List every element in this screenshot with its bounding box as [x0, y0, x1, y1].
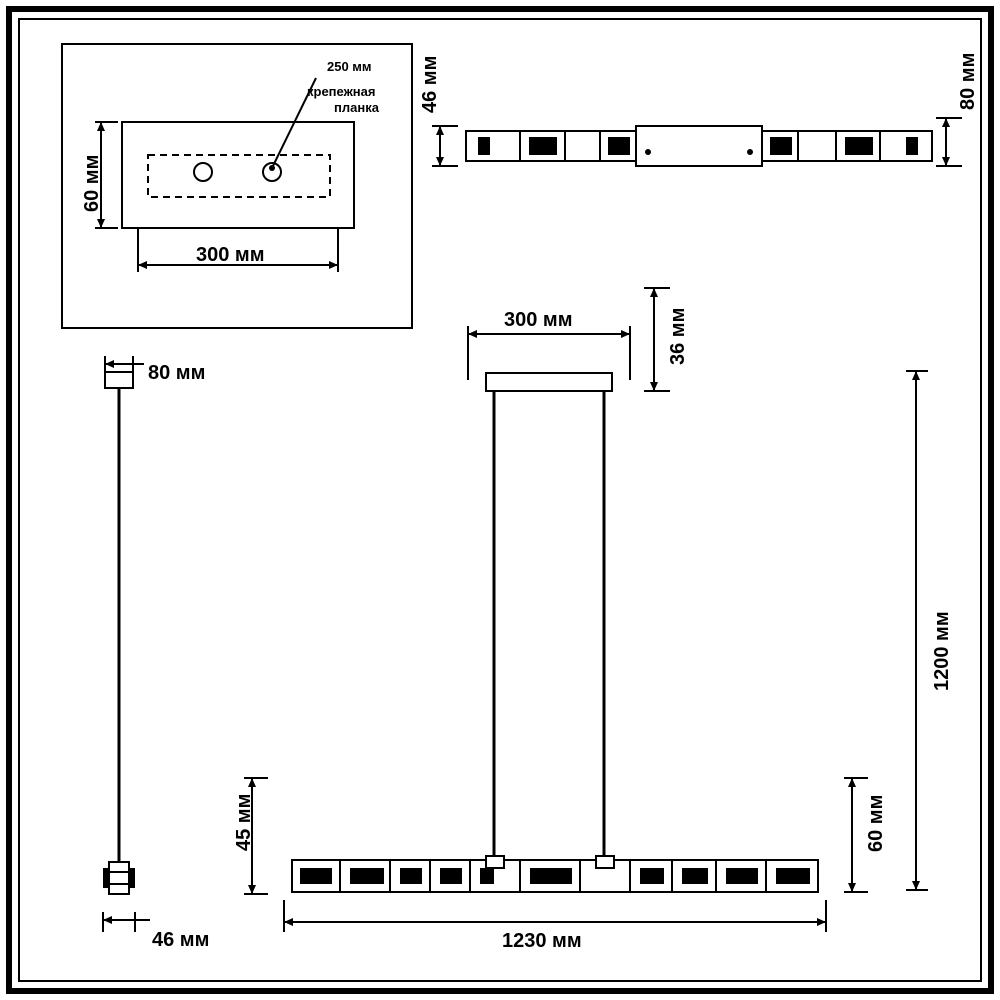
- label-side-base-height: 45 мм: [233, 793, 255, 851]
- label-side-canopy-width: 80 мм: [148, 362, 206, 384]
- mounting-plate: [122, 122, 354, 228]
- label-plate-name-line2: планка: [334, 100, 379, 115]
- dim-total-width: [284, 900, 826, 932]
- dim-front-canopy-width: [468, 326, 630, 380]
- label-front-canopy-width: 300 мм: [504, 309, 573, 331]
- label-plate-dimension: 250 мм: [327, 59, 372, 74]
- label-front-canopy-height: 36 мм: [667, 307, 689, 365]
- label-body-height: 60 мм: [865, 794, 887, 852]
- label-plate-height: 60 мм: [81, 154, 103, 212]
- dim-total-height: [906, 371, 928, 890]
- label-total-width: 1230 мм: [502, 930, 582, 952]
- label-top-view-height: 46 мм: [419, 55, 441, 113]
- front-view-fixture: [292, 373, 818, 892]
- label-plate-name-line1: крепежная: [307, 84, 376, 99]
- dim-side-base-width: [103, 912, 150, 932]
- dim-top-height: [432, 126, 458, 166]
- dim-top-canopy: [936, 118, 962, 166]
- label-plate-width: 300 мм: [196, 244, 265, 266]
- top-view-fixture: [466, 126, 932, 166]
- label-side-base-width: 46 мм: [152, 929, 210, 951]
- label-top-view-canopy: 80 мм: [957, 52, 979, 110]
- label-total-height: 1200 мм: [931, 611, 953, 691]
- side-view-fixture: [103, 372, 135, 894]
